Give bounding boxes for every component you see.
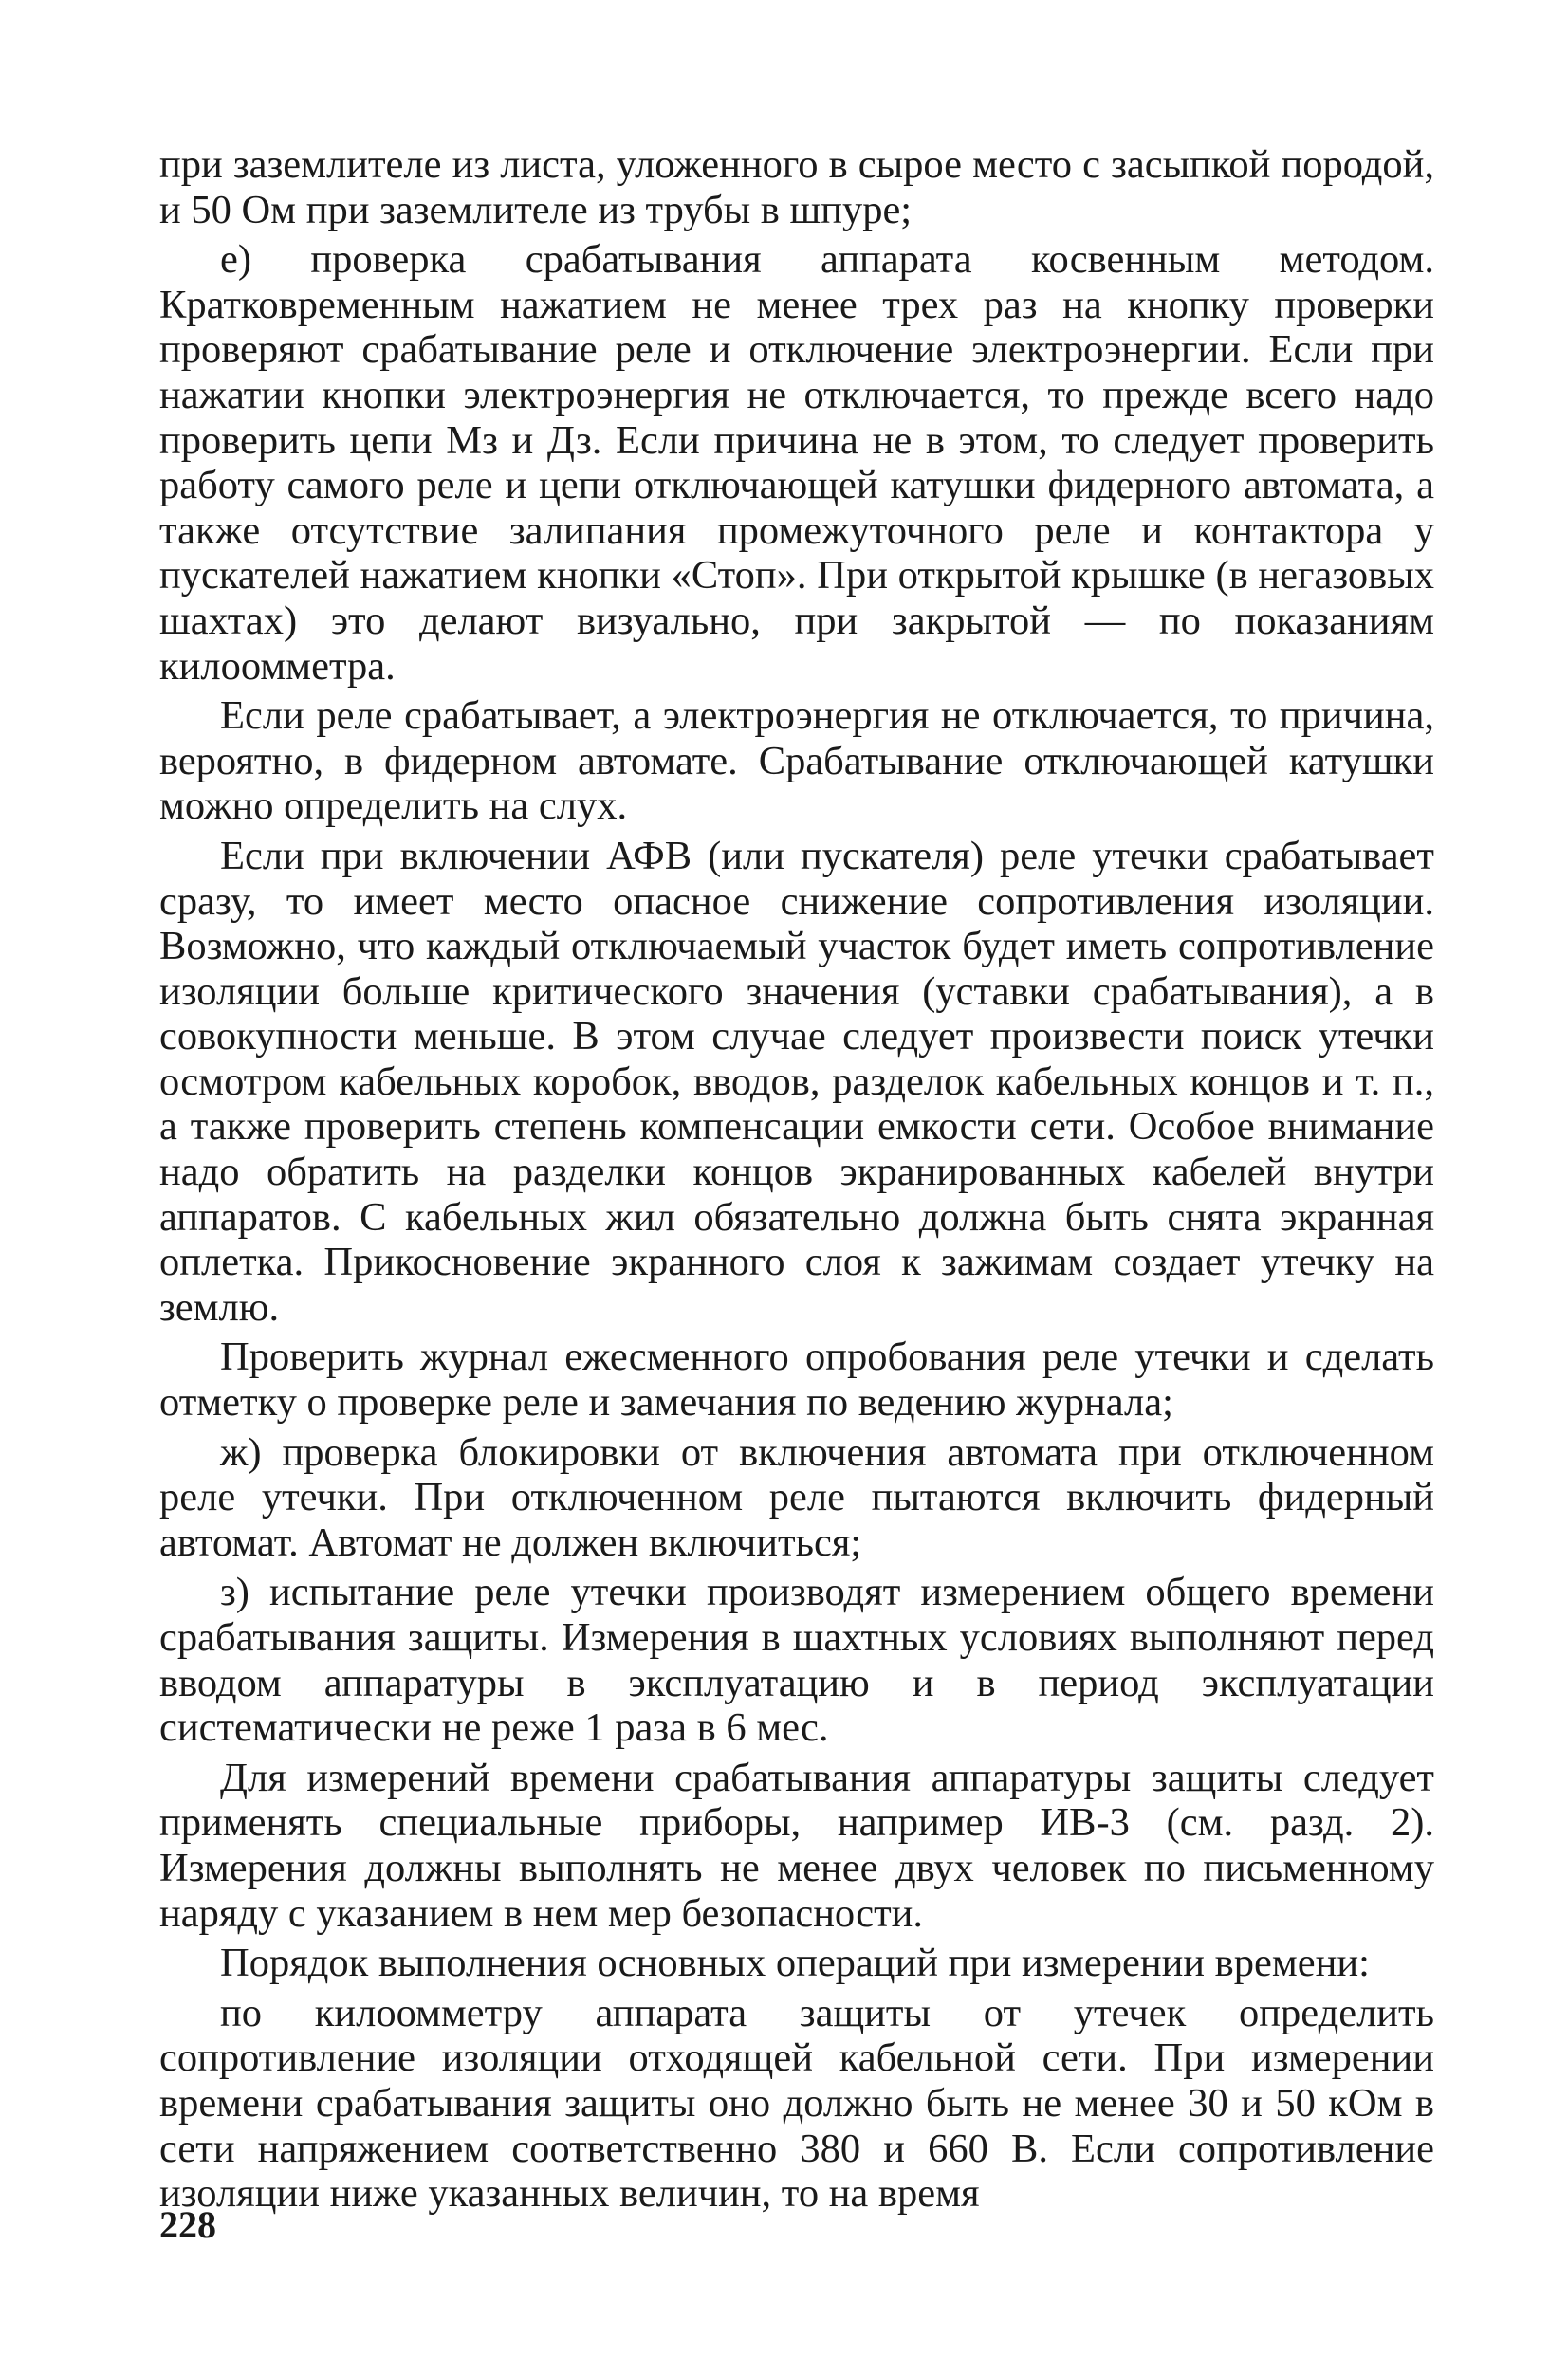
- paragraph-check-journal: Проверить журнал ежесменного опробования реле утечки и сделать отметку о проверке реле и замечания по ведению журнала;: [159, 1335, 1434, 1426]
- paragraph-afv-switching: Если при включении АФВ (или пускателя) реле утечки срабатывает сразу, то имеет место опасное снижение сопротивления изоляции. Возможно, что каждый отключаемый участок будет иметь сопротивление изоляции больше критического значения (уставки срабатывания), а в совокупности меньше. В этом случае следует произвести поиск утечки осмотром кабельных коробок, вводов, разделок кабельных концов и т. п., а также проверить степень компенсации емкости сети. Особое внимание надо обратить на разделки концов экранированных кабелей внутри аппаратов. С кабельных жил обязательно должна быть снята экранная оплетка. Прикосновение экранного слоя к зажимам создает утечку на землю.: [159, 833, 1434, 1330]
- paragraph-continuation: при заземлителе из листа, уложенного в сырое место с засыпкой породой, и 50 Ом при заземлителе из трубы в шпуре;: [159, 142, 1434, 232]
- paragraph-item-e: е) проверка срабатывания аппарата косвенным методом. Кратковременным нажатием не менее трех раз на кнопку проверки проверяют срабатывание реле и отключение электроэнергии. Если при нажатии кнопки электроэнергия не отключается, то прежде всего надо проверить цепи Мз и Дз. Если причина не в этом, то следует проверить работу самого реле и цепи отключающей катушки фидерного автомата, а также отсутствие залипания промежуточного реле и контактора у пускателей нажатием кнопки «Стоп». При открытой крышке (в негазовых шахтах) это делают визуально, при закрытой — по показаниям килоомметра.: [159, 237, 1434, 689]
- paragraph-item-zh: ж) проверка блокировки от включения автомата при отключенном реле утечки. При отключенном реле пытаются включить фидерный автомат. Автомат не должен включиться;: [159, 1429, 1434, 1565]
- paragraph-measurement-devices: Для измерений времени срабатывания аппаратуры защиты следует применять специальные приборы, например ИВ-3 (см. разд. 2). Измерения должны выполнять не менее двух человек по письменному наряду с указанием в нем мер безопасности.: [159, 1755, 1434, 1936]
- paragraph-procedure-heading: Порядок выполнения основных операций при измерении времени:: [220, 1941, 1370, 1986]
- paragraph-relay-trips: Если реле срабатывает, а электроэнергия не отключается, то причина, вероятно, в фидерном автомате. Срабатывание отключающей катушки можно определить на слух.: [159, 693, 1434, 829]
- paragraph-item-z: з) испытание реле утечки производят измерением общего времени срабатывания защиты. Измерения в шахтных условиях выполняют перед вводом аппаратуры в эксплуатацию и в период эксплуатации систематически не реже 1 раза в 6 мес.: [159, 1570, 1434, 1751]
- page-body: [159, 142, 1434, 2221]
- paragraph-kiloohmmeter: по килоомметру аппарата защиты от утечек определить сопротивление изоляции отходящей кабельной сети. При измерении времени срабатывания защиты оно должно быть не менее 30 и 50 кОм в сети напряжением соответственно 380 и 660 В. Если сопротивление изоляции ниже указанных величин, то на время: [159, 1990, 1434, 2217]
- page-number: 228: [159, 2203, 216, 2246]
